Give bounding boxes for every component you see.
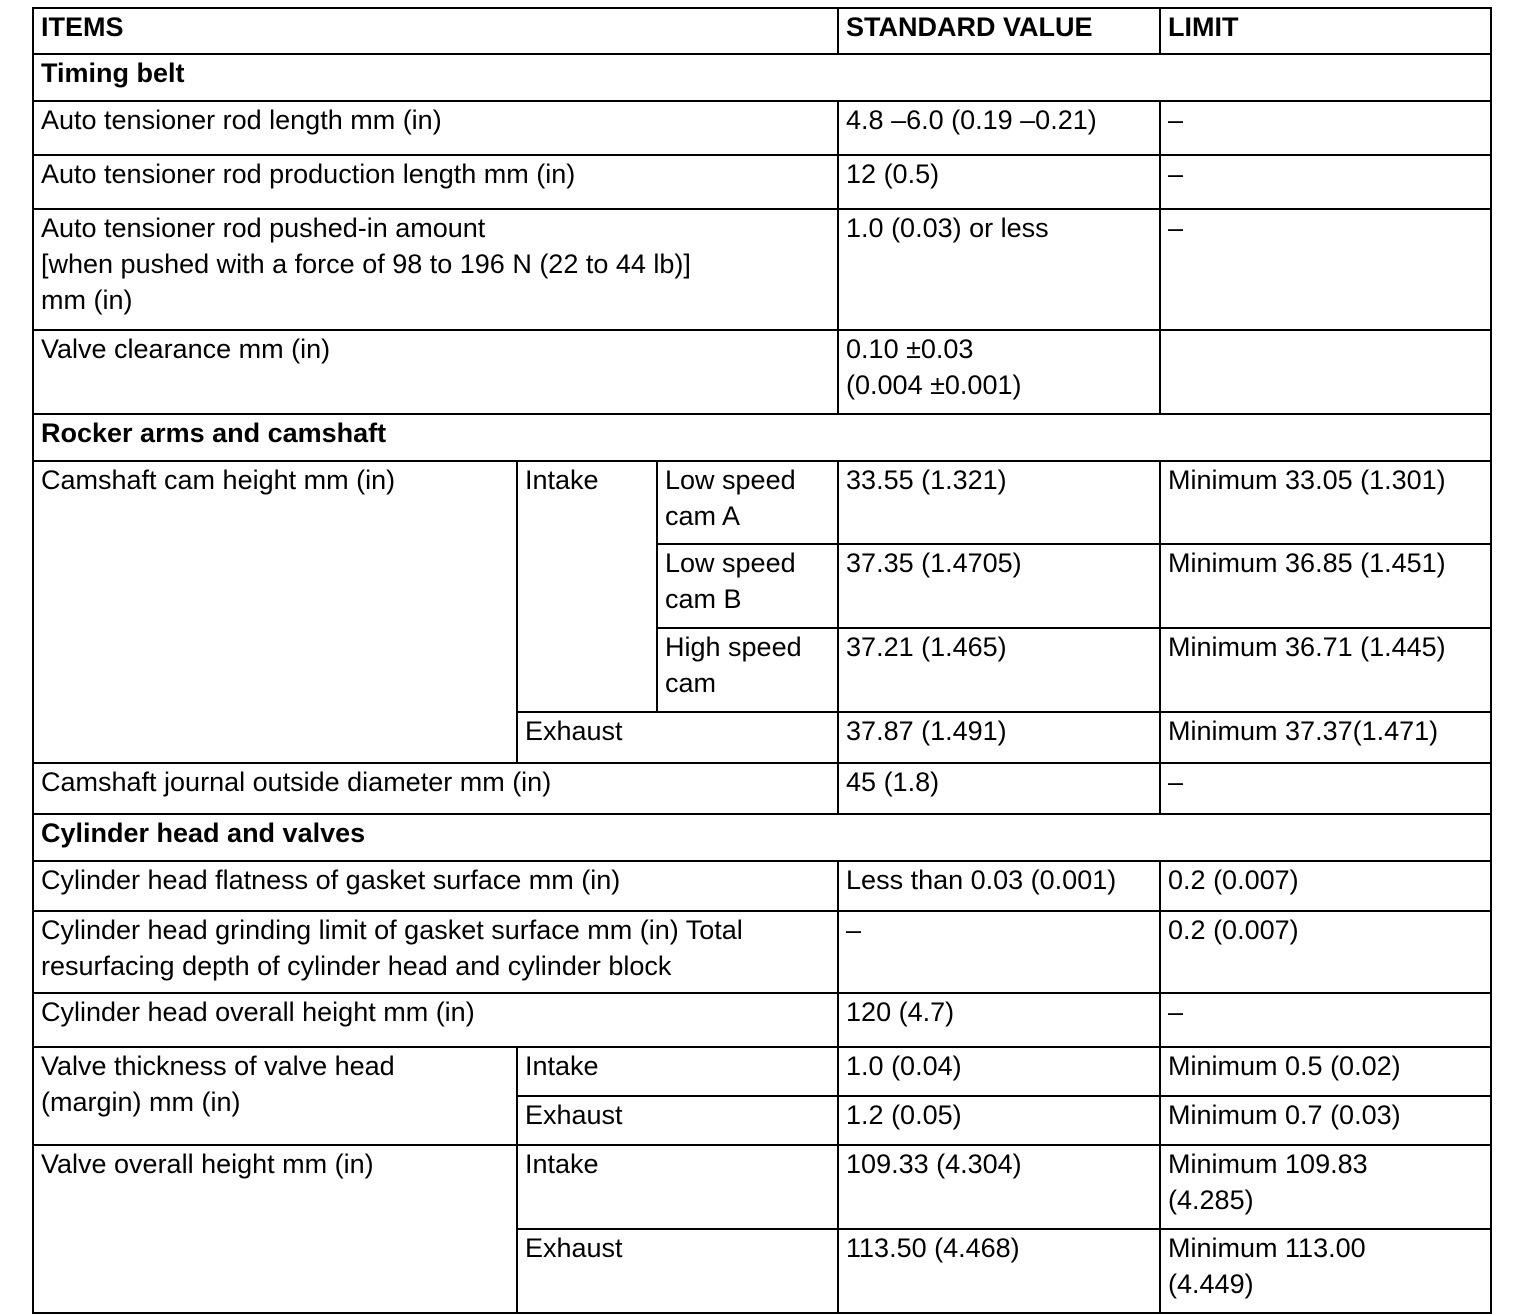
standard-value-cell: 113.50 (4.468) <box>838 1229 1160 1313</box>
table-row <box>33 461 1491 544</box>
standard-value-cell: 45 (1.8) <box>838 763 1160 814</box>
item-cell <box>33 209 838 330</box>
section-cylinder-head: Cylinder head and valves <box>33 814 1491 861</box>
limit-cell: Minimum 36.85 (1.451) <box>1160 544 1491 628</box>
item-cell: Cylinder head overall height mm (in) <box>33 993 838 1047</box>
item-cell <box>33 1047 517 1145</box>
sub-item-cell: Exhaust <box>517 1096 838 1145</box>
standard-value-cell: 12 (0.5) <box>838 155 1160 209</box>
item-line: [when pushed with a force of 98 to 196 N (22 to 44 lb)] <box>41 249 691 279</box>
limit-line: (4.449) <box>1168 1269 1254 1299</box>
item-cell <box>33 911 838 993</box>
limit-cell: Minimum 37.37(1.471) <box>1160 712 1491 763</box>
table-row <box>33 1145 1491 1229</box>
limit-cell: – <box>1160 209 1491 330</box>
item-line: Valve thickness of valve head <box>41 1051 395 1081</box>
standard-value-cell: 37.21 (1.465) <box>838 628 1160 712</box>
standard-value-cell: 1.0 (0.04) <box>838 1047 1160 1096</box>
item-cell: Valve clearance mm (in) <box>33 330 838 414</box>
cam-line: Low speed <box>665 548 796 578</box>
limit-cell: Minimum 0.7 (0.03) <box>1160 1096 1491 1145</box>
standard-value-cell: Less than 0.03 (0.001) <box>838 861 1160 911</box>
table-row <box>33 101 1491 155</box>
table-row <box>33 209 1491 330</box>
item-cell: Camshaft journal outside diameter mm (in) <box>33 763 838 814</box>
table-row <box>33 993 1491 1047</box>
standard-value-cell: 1.0 (0.03) or less <box>838 209 1160 330</box>
header-items: ITEMS <box>33 8 838 54</box>
standard-value-cell <box>838 330 1160 414</box>
cam-type-cell <box>657 461 838 544</box>
table-row <box>33 330 1491 414</box>
limit-cell: – <box>1160 155 1491 209</box>
cam-type-cell <box>657 544 838 628</box>
item-cell: Valve overall height mm (in) <box>33 1145 517 1313</box>
limit-cell <box>1160 1145 1491 1229</box>
sub-item-cell: Exhaust <box>517 712 838 763</box>
standard-value-cell: 4.8 –6.0 (0.19 –0.21) <box>838 101 1160 155</box>
limit-line: Minimum 109.83 <box>1168 1149 1368 1179</box>
limit-cell: 0.2 (0.007) <box>1160 861 1491 911</box>
cam-type-cell <box>657 628 838 712</box>
section-row <box>33 814 1491 861</box>
limit-cell: – <box>1160 763 1491 814</box>
table-row <box>33 1047 1491 1096</box>
cam-line: Low speed <box>665 465 796 495</box>
limit-cell: 0.2 (0.007) <box>1160 911 1491 993</box>
sub-item-cell: Intake <box>517 1145 838 1229</box>
limit-cell: – <box>1160 993 1491 1047</box>
standard-value-cell: 37.87 (1.491) <box>838 712 1160 763</box>
table-row <box>33 861 1491 911</box>
cam-line: High speed <box>665 632 802 662</box>
limit-cell: – <box>1160 101 1491 155</box>
section-timing-belt: Timing belt <box>33 54 1491 101</box>
table-row <box>33 763 1491 814</box>
item-line: resurfacing depth of cylinder head and cylinder block <box>41 951 672 981</box>
standard-value-cell: – <box>838 911 1160 993</box>
item-cell: Auto tensioner rod length mm (in) <box>33 101 838 155</box>
table-header-row <box>33 8 1491 54</box>
limit-cell <box>1160 1229 1491 1313</box>
limit-cell: Minimum 36.71 (1.445) <box>1160 628 1491 712</box>
cam-line: cam B <box>665 584 742 614</box>
cam-line: cam A <box>665 501 741 531</box>
standard-value-cell: 37.35 (1.4705) <box>838 544 1160 628</box>
value-line: (0.004 ±0.001) <box>846 370 1022 400</box>
table-row <box>33 911 1491 993</box>
item-cell: Camshaft cam height mm (in) <box>33 461 517 763</box>
header-limit: LIMIT <box>1160 8 1491 54</box>
item-line: (margin) mm (in) <box>41 1087 241 1117</box>
item-cell: Auto tensioner rod production length mm (in) <box>33 155 838 209</box>
section-rocker-arms: Rocker arms and camshaft <box>33 414 1491 461</box>
specification-table <box>32 7 1492 1314</box>
section-row <box>33 54 1491 101</box>
value-line: 0.10 ±0.03 <box>846 334 974 364</box>
limit-line: (4.285) <box>1168 1185 1254 1215</box>
standard-value-cell: 33.55 (1.321) <box>838 461 1160 544</box>
header-standard-value: STANDARD VALUE <box>838 8 1160 54</box>
limit-cell: Minimum 0.5 (0.02) <box>1160 1047 1491 1096</box>
item-cell: Cylinder head flatness of gasket surface mm (in) <box>33 861 838 911</box>
item-line: mm (in) <box>41 285 133 315</box>
limit-cell <box>1160 330 1491 414</box>
item-line: Auto tensioner rod pushed-in amount <box>41 213 486 243</box>
standard-value-cell: 120 (4.7) <box>838 993 1160 1047</box>
limit-line: Minimum 113.00 <box>1168 1233 1366 1263</box>
cam-line: cam <box>665 668 717 698</box>
sub-item-cell: Intake <box>517 1047 838 1096</box>
limit-cell: Minimum 33.05 (1.301) <box>1160 461 1491 544</box>
sub-item-cell: Intake <box>517 461 657 712</box>
item-line: Cylinder head grinding limit of gasket surface mm (in) Total <box>41 915 743 945</box>
section-row <box>33 414 1491 461</box>
sub-item-cell: Exhaust <box>517 1229 838 1313</box>
standard-value-cell: 1.2 (0.05) <box>838 1096 1160 1145</box>
standard-value-cell: 109.33 (4.304) <box>838 1145 1160 1229</box>
table-row <box>33 155 1491 209</box>
